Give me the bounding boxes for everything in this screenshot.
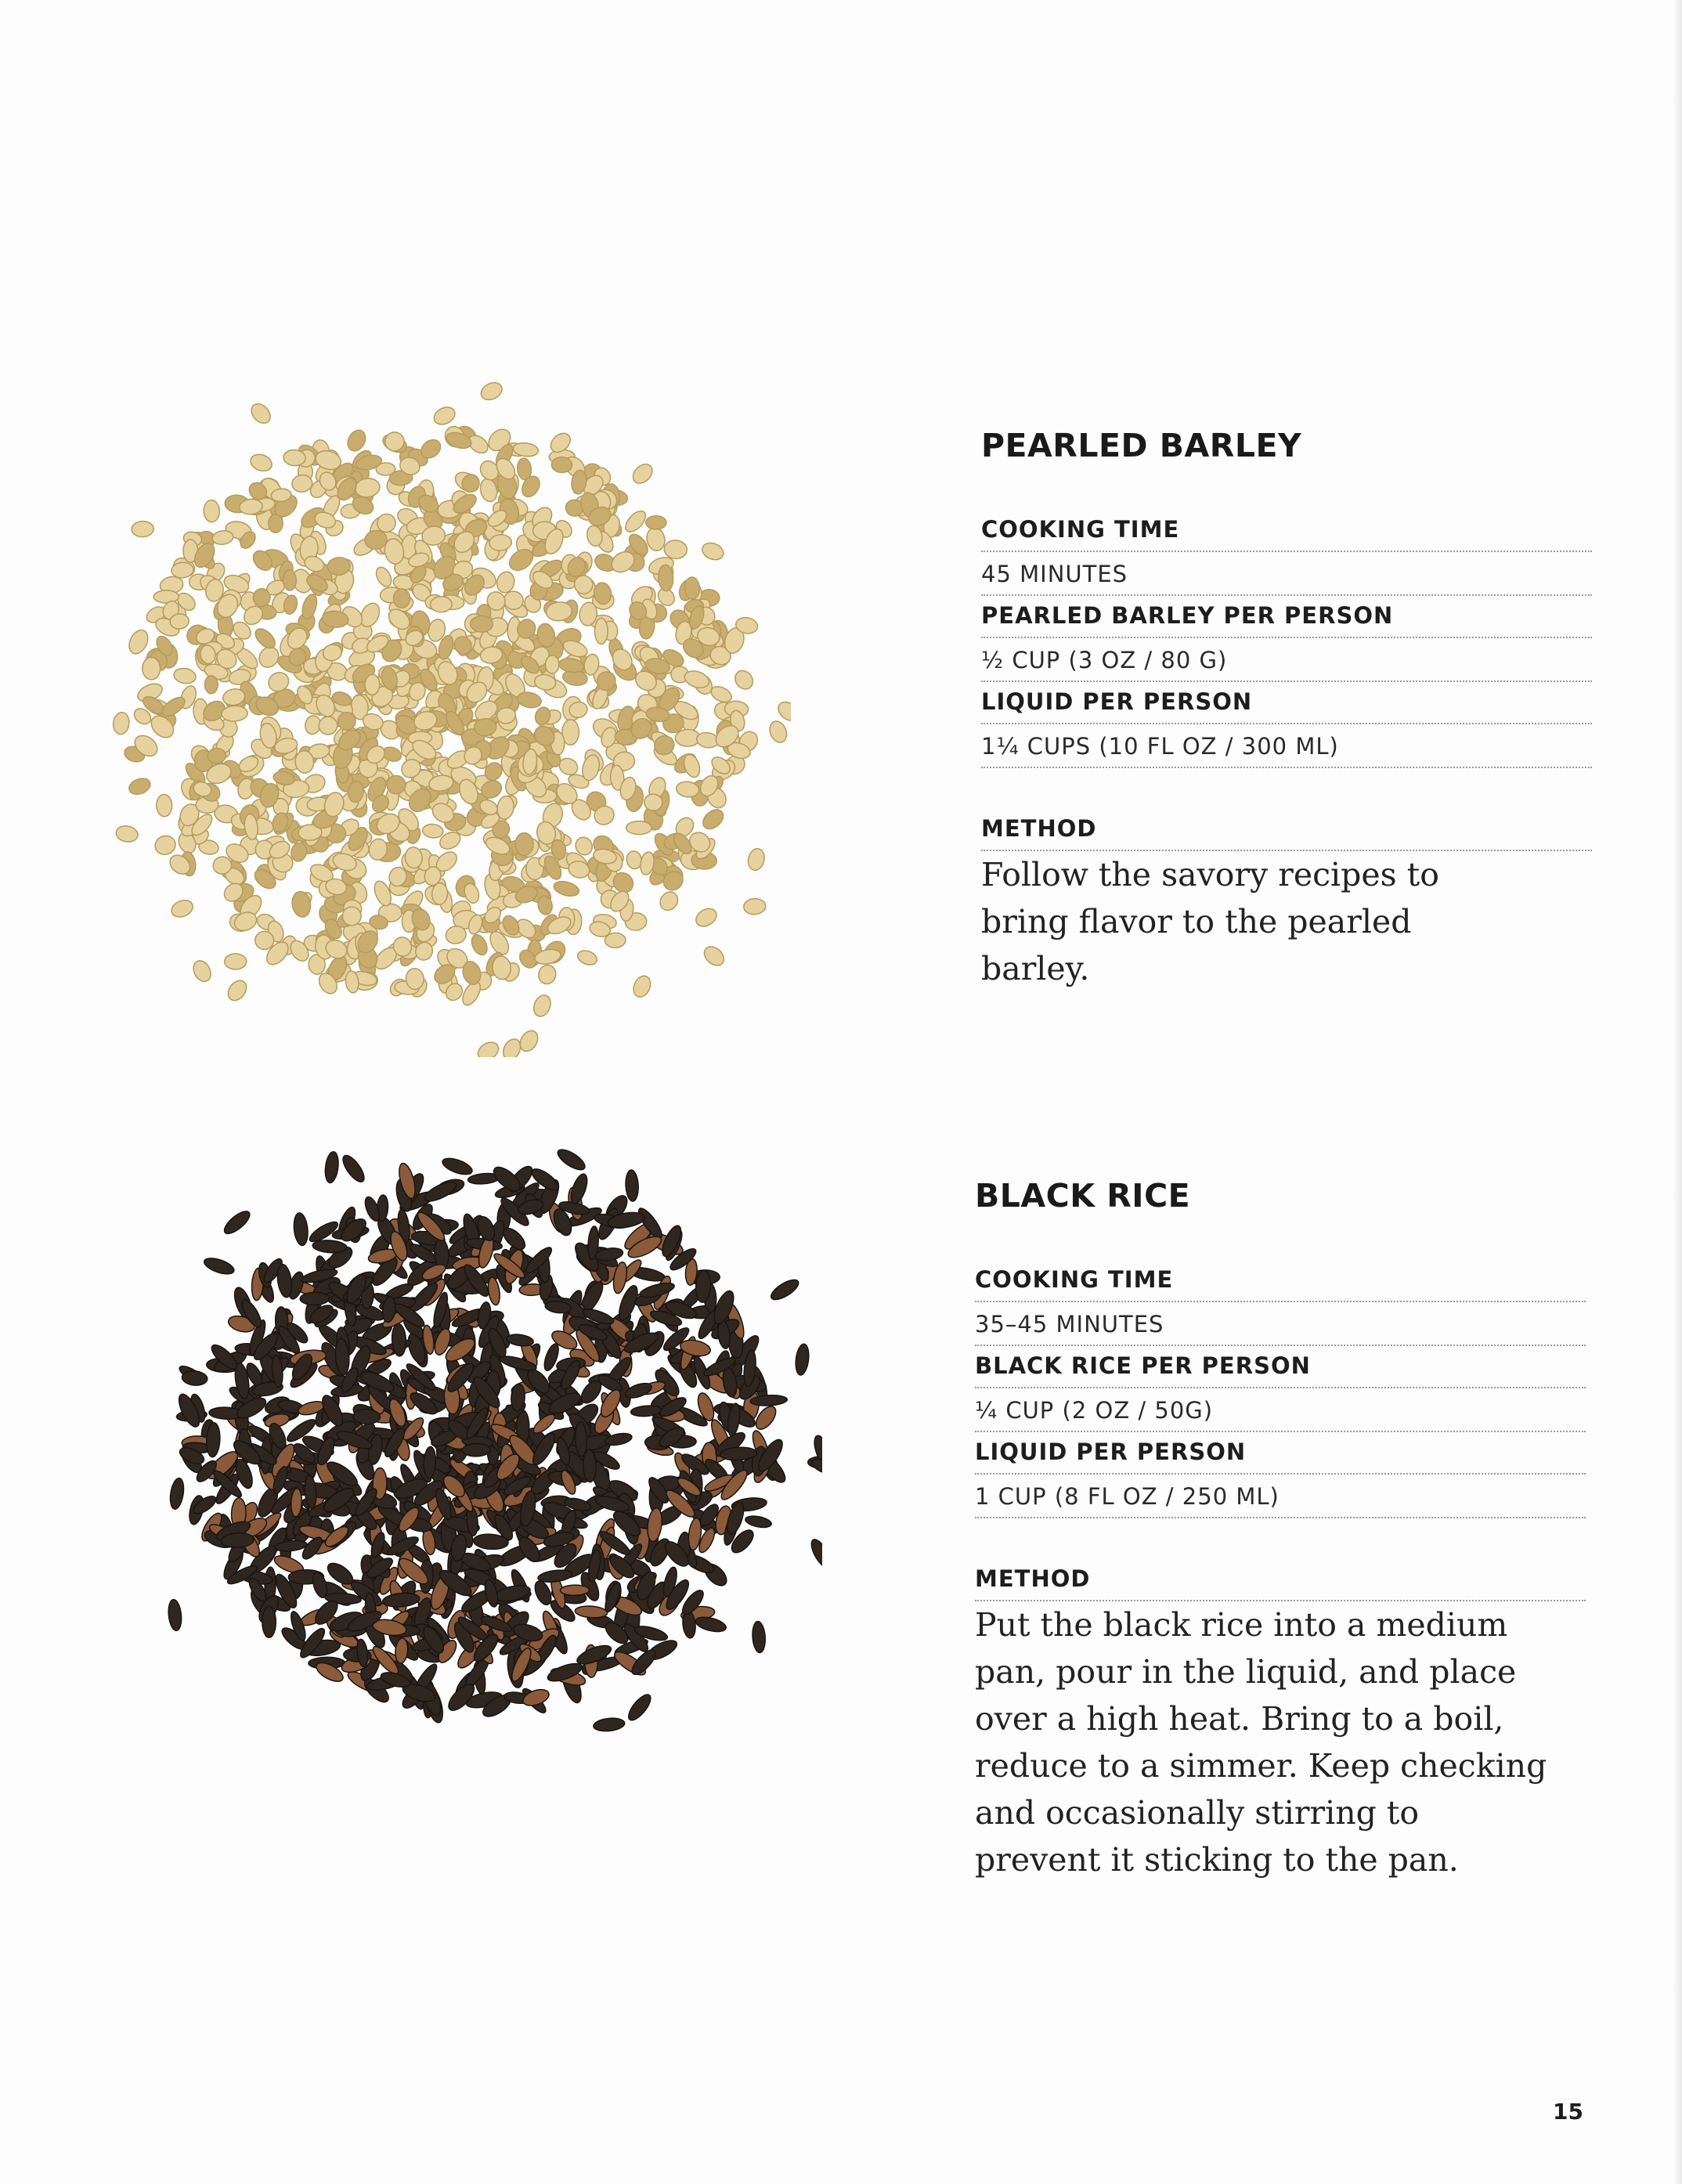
barley-grain: [248, 452, 274, 474]
barley-grain: [430, 596, 452, 612]
barley-grain: [475, 1039, 501, 1057]
rice-grain: [310, 1571, 330, 1600]
barley-grain: [767, 719, 789, 745]
rice-grain: [625, 1170, 639, 1202]
method-label: METHOD: [981, 809, 1592, 851]
barley-grain: [172, 666, 197, 684]
barley-grain: [657, 889, 681, 914]
rice-grain: [625, 1691, 655, 1724]
barley-grain: [626, 821, 652, 835]
barley-grain: [693, 905, 720, 930]
rice-grain: [506, 1333, 534, 1348]
barley-grain: [468, 933, 489, 958]
barley-grain: [393, 589, 410, 608]
barley-grain: [630, 460, 656, 487]
barley-grain: [127, 775, 153, 797]
barley-grain: [225, 954, 247, 969]
barley-grain: [190, 958, 215, 984]
barley-grain: [225, 977, 251, 1004]
barley-grain: [247, 400, 274, 427]
barley-grain: [663, 540, 688, 560]
black-rice-grain-pile: [133, 1112, 822, 1770]
method-label: METHOD: [975, 1559, 1586, 1601]
section-title: BLACK RICE: [975, 1177, 1191, 1215]
black-rice-section: [975, 1177, 1586, 1883]
rice-grain: [554, 1146, 587, 1173]
section-title: PEARLED BARLEY: [981, 427, 1302, 464]
rice-grain: [646, 1507, 664, 1543]
rice-grain: [794, 1343, 810, 1376]
barley-grain: [431, 883, 448, 905]
rice-grain: [312, 1239, 348, 1254]
spec-table: [975, 1260, 1586, 1518]
cooking-time-value: 45 MINUTES: [981, 552, 1592, 596]
rice-grain: [300, 1292, 330, 1305]
barley-grain: [269, 514, 283, 533]
barley-grain: [204, 676, 218, 694]
barley-grain: [365, 674, 381, 695]
barley-grain: [536, 963, 558, 986]
barley-grain: [115, 825, 139, 844]
rice-grain: [440, 1155, 474, 1178]
rice-grain: [353, 1409, 381, 1424]
rice-grain: [339, 1153, 367, 1186]
rice-grain: [167, 1599, 182, 1631]
rice-grain: [462, 1443, 490, 1457]
barley-grain: [132, 521, 154, 537]
rice-grain: [808, 1536, 822, 1570]
barley-grain-pile: [86, 368, 791, 1057]
rice-grain: [597, 1387, 625, 1420]
barley-grain: [143, 657, 161, 680]
spec-table: [981, 510, 1592, 768]
barley-grain: [474, 718, 496, 736]
pearled-barley-section: [981, 427, 1592, 992]
barley-grain: [283, 569, 297, 590]
rice-grain: [752, 1621, 767, 1653]
rice-grain: [168, 1477, 186, 1510]
liquid-value: 1 CUP (8 FL OZ / 250 ML): [975, 1475, 1586, 1518]
barley-grain: [646, 516, 666, 529]
rice-grain: [221, 1208, 253, 1237]
barley-grain: [551, 457, 572, 473]
barley-grain: [684, 577, 700, 600]
method-text: Follow the savory recipes to bring flavor to the pearled barley.: [981, 856, 1439, 987]
per-person-label: PEARLED BARLEY PER PERSON: [981, 596, 1592, 638]
rice-grain: [745, 1514, 773, 1529]
per-person-label: BLACK RICE PER PERSON: [975, 1346, 1586, 1388]
rice-grain: [694, 1615, 727, 1634]
barley-grain: [576, 948, 599, 968]
per-person-value: ½ CUP (3 OZ / 80 G): [981, 638, 1592, 682]
liquid-label: LIQUID PER PERSON: [975, 1432, 1586, 1475]
pearled-barley-photo: [86, 368, 791, 1057]
barley-grain: [630, 973, 654, 1000]
barley-grain: [112, 712, 130, 735]
rice-grain: [575, 1605, 608, 1619]
barley-grain: [422, 823, 444, 839]
barley-grain: [531, 993, 554, 1019]
barley-grain: [546, 655, 559, 673]
cooking-time-label: COOKING TIME: [975, 1260, 1586, 1302]
rice-grain: [382, 1592, 420, 1608]
per-person-value: ¼ CUP (2 OZ / 50G): [975, 1388, 1586, 1432]
rice-grain: [292, 1212, 309, 1246]
black-rice-photo: [133, 1112, 822, 1770]
barley-grain: [699, 806, 727, 832]
barley-grain: [255, 931, 274, 949]
rice-grain: [262, 1607, 276, 1638]
barley-grain: [431, 404, 458, 428]
barley-grain: [552, 879, 580, 898]
rice-grain: [202, 1255, 236, 1277]
barley-grain: [374, 565, 395, 589]
page-number: 15: [1553, 2099, 1583, 2124]
barley-grain: [204, 500, 220, 522]
barley-grain: [515, 833, 533, 856]
barley-grain: [156, 794, 172, 817]
rice-grain: [323, 1151, 340, 1184]
barley-grain: [774, 699, 791, 724]
cooking-time-label: COOKING TIME: [981, 510, 1592, 552]
barley-grain: [701, 943, 727, 969]
barley-grain: [743, 898, 766, 915]
rice-grain: [593, 1717, 625, 1732]
barley-grain: [125, 627, 151, 657]
barley-grain: [700, 540, 726, 563]
barley-grain: [478, 379, 505, 403]
rice-grain: [276, 1264, 294, 1298]
barley-grain: [746, 847, 767, 872]
barley-grain: [595, 618, 608, 644]
method-text: Put the black rice into a medium pan, pour in the liquid, and place over a high heat. Bring to a boil, reduce to a simmer. Keep checking and occasionally stirring to prevent it sticking to the pan.: [975, 1606, 1547, 1879]
barley-grain: [345, 427, 369, 453]
rice-grain: [768, 1276, 801, 1304]
page-edge-shadow: [1673, 0, 1682, 2184]
cooking-time-value: 35–45 MINUTES: [975, 1302, 1586, 1346]
barley-grain: [208, 748, 226, 764]
barley-grain: [169, 897, 195, 920]
barley-grain: [731, 667, 756, 693]
barley-grain: [605, 933, 626, 948]
rice-grain: [560, 1585, 589, 1596]
barley-grain: [622, 507, 649, 536]
liquid-value: 1¼ CUPS (10 FL OZ / 300 ML): [981, 724, 1592, 768]
barley-grain: [211, 529, 234, 546]
liquid-label: LIQUID PER PERSON: [981, 682, 1592, 724]
rice-grain: [182, 1370, 208, 1386]
barley-grain: [470, 615, 493, 633]
barley-grain: [153, 833, 178, 857]
